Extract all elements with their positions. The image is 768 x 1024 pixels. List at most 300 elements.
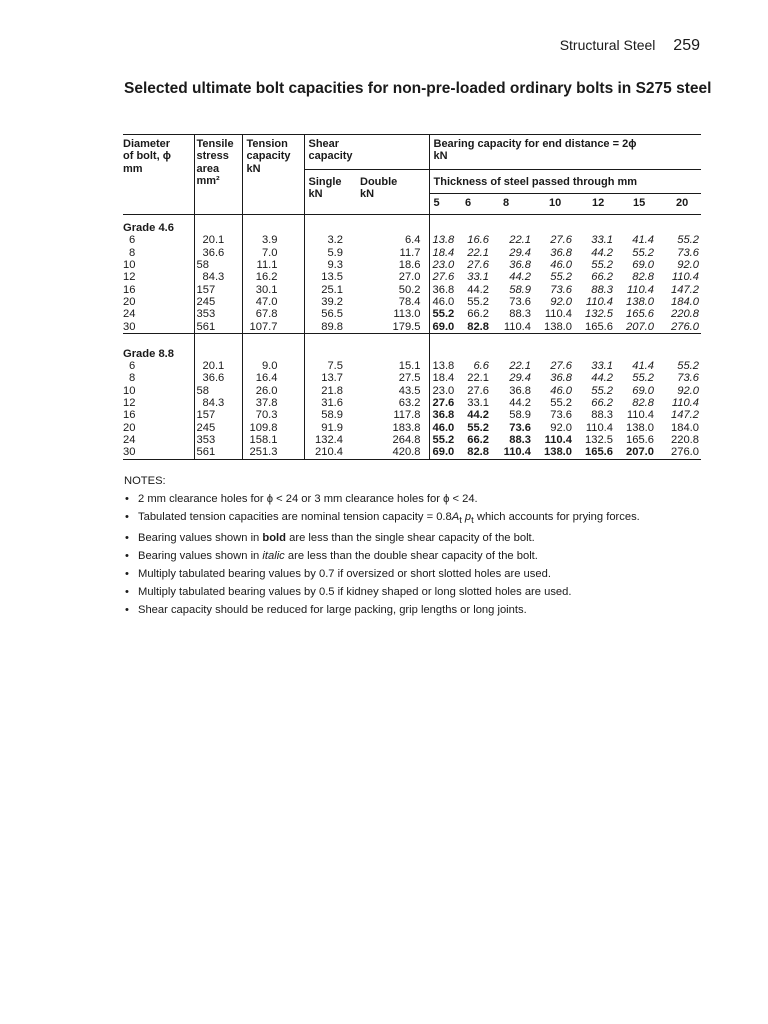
tensile-area-cell: 36.6 — [194, 372, 242, 384]
bearing-capacity-cell: 55.2 — [550, 397, 572, 410]
tension-capacity-cell: 70.3 — [242, 409, 304, 421]
empty-cell — [617, 333, 658, 341]
bearing-capacity-cell: 88.3 — [509, 433, 531, 446]
tension-capacity-cell: 30.1 — [242, 284, 304, 296]
table-row — [123, 234, 701, 246]
diameter-cell: 8 — [129, 372, 136, 385]
single-shear-cell: 39.2 — [304, 296, 354, 308]
thickness-12: 12 — [592, 196, 605, 209]
single-shear-cell: 7.5 — [304, 360, 354, 372]
bearing-capacity-cell: 69.0 — [429, 446, 459, 459]
bearing-capacity-cell: 18.4 — [429, 247, 459, 259]
bearing-capacity-cell: 55.2 — [429, 308, 459, 320]
tensile-area-cell: 58 — [194, 259, 242, 271]
bearing-capacity-cell: 33.1 — [591, 360, 613, 373]
bearing-capacity-cell: 55.2 — [591, 384, 613, 397]
italic-word: italic — [262, 550, 285, 563]
diameter-header — [123, 135, 194, 215]
table-row — [123, 247, 701, 259]
bearing-capacity-cell: 110.4 — [493, 321, 535, 334]
bearing-capacity-cell: 147.2 — [671, 283, 699, 296]
single-shear-cell: 25.1 — [304, 284, 354, 296]
tension-capacity-cell: 26.0 — [242, 385, 304, 397]
bearing-capacity-cell: 55.2 — [467, 421, 489, 434]
bearing-capacity-cell: 88.3 — [591, 283, 613, 296]
tensile-header-line: mm² — [196, 174, 220, 187]
double-header-line: kN — [360, 187, 375, 200]
note-shear-reduction: • Shear capacity should be reduced for large packing, grip lengths or long joints. — [124, 601, 724, 619]
double-shear-cell: 183.8 — [392, 421, 421, 434]
double-shear-cell: 264.8 — [392, 433, 421, 446]
empty-cell — [493, 215, 535, 234]
bearing-capacity-cell: 69.0 — [429, 321, 459, 334]
diameter-cell: 6 — [129, 360, 136, 373]
bearing-capacity-cell: 33.1 — [467, 397, 489, 410]
empty-cell — [576, 333, 617, 341]
bearing-capacity-cell: 22.1 — [509, 234, 531, 247]
tensile-header-line: Tensile — [196, 138, 234, 150]
bearing-capacity-cell: 22.1 — [467, 246, 489, 259]
double-shear-cell: 117.8 — [393, 409, 421, 422]
tension-header-line: capacity — [246, 150, 291, 163]
bearing-capacity-cell: 82.8 — [632, 397, 654, 410]
table-row — [123, 308, 701, 320]
empty-cell — [459, 341, 493, 360]
bearing-capacity-cell: 110.4 — [585, 295, 613, 308]
bolt-capacity-table-wrapper — [123, 134, 701, 460]
bearing-capacity-cell: 55.2 — [677, 360, 699, 373]
diameter-cell: 24 — [123, 308, 136, 321]
note-oversized-holes: • Multiply tabulated bearing values by 0.7 if oversized or short slotted holes are used. — [124, 565, 724, 583]
bearing-capacity-cell: 44.2 — [509, 271, 531, 284]
double-shear-cell: 6.4 — [404, 234, 421, 247]
bearing-capacity-cell: 110.4 — [544, 308, 572, 321]
tension-capacity-cell: 109.8 — [242, 422, 304, 434]
bearing-capacity-cell: 110.4 — [544, 433, 572, 446]
single-header-line: Single — [308, 175, 342, 188]
empty-cell — [354, 333, 429, 341]
bearing-capacity-cell: 207.0 — [617, 321, 658, 334]
empty-cell — [658, 215, 701, 234]
bearing-capacity-cell: 44.2 — [591, 246, 613, 259]
double-shear-cell: 63.2 — [398, 397, 421, 410]
tensile-area-cell: 245 — [194, 422, 242, 434]
bearing-capacity-cell: 220.8 — [671, 308, 699, 321]
empty-cell — [429, 333, 459, 341]
diameter-header-line: mm — [123, 162, 143, 175]
thickness-10: 10 — [549, 196, 562, 209]
tensile-area-cell: 84.3 — [194, 397, 242, 409]
grade-heading-row — [123, 215, 701, 234]
double-shear-cell: 179.5 — [354, 321, 429, 334]
empty-cell — [304, 333, 354, 341]
bearing-capacity-cell: 27.6 — [429, 271, 459, 283]
empty-cell — [194, 333, 242, 341]
tension-capacity-cell: 47.0 — [242, 296, 304, 308]
double-shear-header — [354, 169, 429, 215]
grade-label: Grade 8.8 — [123, 347, 174, 360]
bearing-capacity-cell: 82.8 — [632, 271, 654, 284]
tensile-area-cell: 245 — [194, 296, 242, 308]
tensile-header-line: area — [196, 162, 220, 175]
bearing-header-line: Bearing capacity for end distance = 2ϕ — [433, 138, 637, 150]
bearing-capacity-cell: 44.2 — [467, 283, 489, 296]
bearing-capacity-cell: 147.2 — [671, 409, 699, 422]
section-title: Structural Steel — [559, 37, 656, 53]
bearing-capacity-cell: 6.6 — [473, 360, 489, 373]
tensile-area-cell: 353 — [194, 308, 242, 320]
table-row — [123, 446, 701, 459]
grade-label: Grade 4.6 — [123, 222, 174, 235]
bearing-capacity-cell: 92.0 — [677, 384, 699, 397]
bearing-capacity-cell: 132.5 — [585, 308, 613, 321]
bearing-capacity-cell: 27.6 — [467, 384, 489, 397]
note-text: < 24. — [449, 493, 478, 505]
double-shear-cell: 18.6 — [398, 259, 421, 272]
phi-symbol: ϕ — [266, 493, 273, 505]
tensile-area-cell: 20.1 — [194, 234, 242, 246]
tensile-area-cell: 157 — [194, 284, 242, 296]
bearing-capacity-cell: 110.4 — [585, 421, 613, 434]
bearing-capacity-cell: 88.3 — [509, 308, 531, 321]
single-shear-cell: 89.8 — [304, 321, 354, 334]
empty-cell — [658, 333, 701, 341]
thickness-6: 6 — [465, 196, 472, 209]
bearing-capacity-cell: 73.6 — [677, 246, 699, 259]
bearing-capacity-cell: 165.6 — [626, 308, 654, 321]
table-body — [123, 215, 701, 459]
bearing-capacity-cell: 36.8 — [550, 246, 572, 259]
bearing-capacity-cell: 23.0 — [429, 259, 459, 271]
bearing-capacity-cell: 82.8 — [459, 321, 493, 334]
note-text: are less than the double shear capacity of the bolt. — [284, 550, 538, 563]
tension-capacity-cell: 37.8 — [242, 397, 304, 409]
double-header-line: Double — [360, 175, 398, 188]
bearing-capacity-cell: 110.4 — [671, 271, 699, 284]
table-row — [123, 409, 701, 421]
tension-capacity-cell: 3.9 — [242, 234, 304, 246]
tensile-area-cell: 36.6 — [194, 247, 242, 259]
table-row — [123, 271, 701, 283]
bearing-header-line: kN — [433, 150, 448, 163]
bearing-capacity-cell: 165.6 — [626, 433, 654, 446]
single-shear-cell: 132.4 — [304, 434, 354, 446]
diameter-cell: 6 — [129, 234, 136, 247]
diameter-cell: 30 — [123, 446, 194, 459]
bearing-capacity-cell: 22.1 — [509, 360, 531, 373]
diameter-cell: 12 — [123, 271, 136, 284]
bearing-capacity-cell: 92.0 — [677, 259, 699, 272]
empty-cell — [459, 215, 493, 234]
running-header — [560, 37, 700, 55]
note-text: Tabulated tension capacities are nominal tension capacity = 0.8 — [138, 511, 452, 523]
bearing-capacity-cell: 46.0 — [550, 259, 572, 272]
empty-cell — [194, 215, 242, 234]
notes-list — [124, 490, 724, 619]
phi-symbol: ϕ — [443, 493, 450, 505]
bearing-capacity-cell: 55.2 — [429, 434, 459, 446]
bearing-capacity-cell: 110.4 — [626, 283, 654, 296]
double-shear-cell: 113.0 — [393, 308, 421, 321]
single-shear-cell: 91.9 — [304, 422, 354, 434]
table-row — [123, 259, 701, 271]
bearing-capacity-cell: 29.4 — [509, 372, 531, 385]
table-row — [123, 296, 701, 308]
note-slotted-holes: • Multiply tabulated bearing values by 0.5 if kidney shaped or long slotted holes are used. — [124, 583, 724, 601]
empty-cell — [617, 215, 658, 234]
diameter-header-line: Diameter — [123, 138, 171, 150]
single-shear-header — [304, 169, 354, 215]
diameter-cell: 12 — [123, 397, 136, 410]
tension-capacity-cell: 67.8 — [242, 308, 304, 320]
bold-word: bold — [262, 532, 287, 545]
bearing-capacity-cell: 207.0 — [617, 446, 658, 459]
table-head — [123, 135, 701, 216]
bearing-capacity-cell: 55.2 — [467, 295, 489, 308]
shear-capacity-header — [304, 135, 429, 169]
bearing-capacity-cell: 73.6 — [550, 283, 572, 296]
bearing-capacity-cell: 138.0 — [626, 421, 654, 434]
bearing-capacity-cell: 88.3 — [591, 409, 613, 422]
empty-cell — [576, 215, 617, 234]
table-row — [123, 372, 701, 384]
empty-cell — [242, 341, 304, 360]
bearing-capacity-cell: 55.2 — [550, 271, 572, 284]
bearing-capacity-cell: 69.0 — [632, 259, 654, 272]
bolt-capacity-table — [123, 134, 701, 460]
bearing-capacity-cell: 55.2 — [677, 234, 699, 247]
empty-cell — [429, 215, 459, 234]
bearing-capacity-cell: 138.0 — [535, 446, 576, 459]
subscript-t: t — [471, 515, 474, 526]
bearing-capacity-cell: 44.2 — [509, 397, 531, 410]
tension-capacity-cell: 158.1 — [242, 434, 304, 446]
bearing-capacity-cell: 27.6 — [550, 234, 572, 247]
table-row — [123, 321, 701, 334]
thickness-5: 5 — [429, 193, 459, 214]
grade-heading-row — [123, 341, 701, 360]
note-text: < 24 or 3 mm clearance holes for — [273, 493, 444, 505]
single-shear-cell: 5.9 — [304, 247, 354, 259]
bearing-capacity-cell: 92.0 — [550, 295, 572, 308]
empty-cell — [354, 215, 429, 234]
bearing-capacity-cell: 73.6 — [509, 295, 531, 308]
double-shear-cell: 27.5 — [398, 372, 421, 385]
table-row — [123, 360, 701, 372]
bearing-capacity-cell: 36.8 — [429, 284, 459, 296]
page-number: 259 — [673, 37, 700, 54]
symbol-p: p — [461, 511, 472, 523]
bearing-capacity-cell: 55.2 — [591, 259, 613, 272]
thickness-header: Thickness of steel passed through mm — [429, 169, 701, 193]
table-row — [123, 284, 701, 296]
bearing-capacity-cell: 46.0 — [429, 296, 459, 308]
bearing-capacity-cell: 66.2 — [467, 433, 489, 446]
note-italic-values — [124, 547, 724, 565]
bearing-capacity-cell: 27.6 — [550, 360, 572, 373]
tensile-area-header — [194, 135, 242, 215]
empty-cell — [354, 341, 429, 360]
bearing-capacity-cell: 58.9 — [509, 409, 531, 422]
diameter-cell: 20 — [123, 295, 136, 308]
bearing-capacity-cell: 36.8 — [550, 372, 572, 385]
tension-capacity-cell: 251.3 — [242, 446, 304, 459]
spacer-row — [123, 333, 701, 341]
double-shear-cell: 15.1 — [398, 360, 421, 373]
diameter-cell: 30 — [123, 321, 194, 334]
diameter-cell: 24 — [123, 433, 136, 446]
bearing-capacity-cell: 110.4 — [493, 446, 535, 459]
bearing-capacity-cell: 132.5 — [585, 433, 613, 446]
bearing-capacity-cell: 73.6 — [677, 372, 699, 385]
empty-cell — [304, 341, 354, 360]
bearing-capacity-cell: 138.0 — [626, 295, 654, 308]
note-clearance-holes — [124, 490, 724, 508]
bearing-capacity-cell: 138.0 — [535, 321, 576, 334]
empty-cell — [658, 341, 701, 360]
tension-capacity-cell: 16.2 — [242, 271, 304, 283]
single-shear-cell: 56.5 — [304, 308, 354, 320]
double-shear-cell: 11.7 — [399, 246, 421, 259]
bearing-capacity-cell: 184.0 — [671, 295, 699, 308]
notes-heading: NOTES: — [124, 475, 166, 487]
bearing-capacity-cell: 92.0 — [550, 421, 572, 434]
tension-capacity-cell: 7.0 — [242, 247, 304, 259]
tensile-area-cell: 58 — [194, 385, 242, 397]
diameter-cell: 10 — [123, 259, 136, 272]
table-row — [123, 434, 701, 446]
tensile-area-cell: 157 — [194, 409, 242, 421]
bearing-capacity-cell: 46.0 — [550, 384, 572, 397]
single-shear-cell: 13.5 — [304, 271, 354, 283]
bearing-capacity-cell: 23.0 — [429, 385, 459, 397]
table-row — [123, 397, 701, 409]
bearing-capacity-cell: 82.8 — [459, 446, 493, 459]
table-row — [123, 385, 701, 397]
empty-cell — [493, 341, 535, 360]
empty-cell — [194, 341, 242, 360]
thickness-20: 20 — [676, 196, 689, 209]
tensile-area-cell: 561 — [194, 321, 242, 334]
table-title: Selected ultimate bolt capacities for non-pre-loaded ordinary bolts in S275 steel — [124, 80, 712, 97]
bearing-capacity-header — [429, 135, 701, 169]
bearing-capacity-cell: 18.4 — [429, 372, 459, 384]
bearing-capacity-cell: 58.9 — [509, 283, 531, 296]
bearing-capacity-cell: 36.8 — [509, 259, 531, 272]
single-shear-cell: 58.9 — [304, 409, 354, 421]
bearing-capacity-cell: 110.4 — [671, 397, 699, 410]
single-shear-cell: 210.4 — [304, 446, 354, 459]
tensile-header-line: stress — [196, 150, 229, 163]
symbol-A: A — [451, 511, 460, 523]
single-shear-cell: 9.3 — [304, 259, 354, 271]
bearing-capacity-cell: 16.6 — [467, 234, 489, 247]
diameter-header-line: of bolt, ϕ — [123, 150, 171, 163]
diameter-cell: 20 — [123, 421, 136, 434]
bearing-capacity-cell: 29.4 — [509, 246, 531, 259]
single-header-line: kN — [308, 187, 323, 200]
bearing-capacity-cell: 220.8 — [671, 433, 699, 446]
header-row — [123, 135, 701, 169]
bearing-capacity-cell: 13.8 — [429, 234, 459, 246]
empty-cell — [535, 341, 576, 360]
tension-capacity-header — [242, 135, 304, 215]
tension-header-line: Tension — [246, 138, 288, 150]
empty-cell — [493, 333, 535, 341]
tensile-area-cell: 20.1 — [194, 360, 242, 372]
bearing-capacity-cell: 73.6 — [550, 409, 572, 422]
double-shear-cell: 43.5 — [398, 384, 421, 397]
bearing-capacity-cell: 73.6 — [509, 421, 531, 434]
tensile-area-cell: 353 — [194, 434, 242, 446]
note-text: are less than the single shear capacity of the bolt. — [286, 532, 535, 545]
tension-capacity-cell: 9.0 — [242, 360, 304, 372]
bearing-capacity-cell: 66.2 — [467, 308, 489, 321]
bearing-capacity-cell: 33.1 — [467, 271, 489, 284]
bearing-capacity-cell: 44.2 — [467, 409, 489, 422]
notes-section — [124, 472, 724, 619]
tensile-area-cell: 561 — [194, 446, 242, 459]
bearing-capacity-cell: 276.0 — [658, 446, 701, 459]
bearing-capacity-cell: 165.6 — [576, 321, 617, 334]
subscript-t: t — [459, 515, 462, 526]
bearing-capacity-cell: 55.2 — [632, 246, 654, 259]
bearing-capacity-cell: 276.0 — [658, 321, 701, 334]
tension-header-line: kN — [246, 162, 261, 175]
bearing-capacity-cell: 27.6 — [467, 259, 489, 272]
single-shear-cell: 13.7 — [304, 372, 354, 384]
double-shear-cell: 420.8 — [354, 446, 429, 459]
empty-cell — [459, 333, 493, 341]
shear-header-line: capacity — [308, 150, 353, 163]
tension-capacity-cell: 11.1 — [242, 259, 304, 271]
tensile-area-cell: 84.3 — [194, 271, 242, 283]
double-shear-cell: 50.2 — [398, 283, 421, 296]
double-shear-cell: 78.4 — [398, 295, 421, 308]
bearing-capacity-cell: 69.0 — [632, 384, 654, 397]
tension-capacity-cell: 16.4 — [242, 372, 304, 384]
bearing-capacity-cell: 36.8 — [429, 409, 459, 421]
table-row — [123, 422, 701, 434]
bearing-capacity-cell: 44.2 — [591, 372, 613, 385]
diameter-cell: 8 — [129, 246, 136, 259]
empty-cell — [535, 333, 576, 341]
bearing-capacity-cell: 33.1 — [591, 234, 613, 247]
diameter-cell: 16 — [123, 409, 136, 422]
empty-cell — [304, 215, 354, 234]
empty-cell — [242, 215, 304, 234]
note-text: Bearing values shown in — [138, 532, 263, 545]
empty-cell — [576, 341, 617, 360]
empty-cell — [617, 341, 658, 360]
diameter-cell: 16 — [123, 283, 136, 296]
double-shear-cell: 27.0 — [398, 271, 421, 284]
empty-cell — [242, 333, 304, 341]
bearing-capacity-cell: 41.4 — [632, 234, 654, 247]
bearing-capacity-cell: 184.0 — [671, 421, 699, 434]
bearing-capacity-cell: 110.4 — [626, 409, 654, 422]
bearing-capacity-cell: 22.1 — [467, 372, 489, 385]
bearing-capacity-cell: 165.6 — [576, 446, 617, 459]
bearing-capacity-cell: 27.6 — [429, 397, 459, 409]
tension-capacity-cell: 107.7 — [242, 321, 304, 334]
bearing-capacity-cell: 55.2 — [632, 372, 654, 385]
empty-cell — [429, 341, 459, 360]
bearing-capacity-cell: 46.0 — [429, 422, 459, 434]
bearing-capacity-cell: 66.2 — [591, 271, 613, 284]
thickness-15: 15 — [633, 196, 646, 209]
empty-cell — [535, 215, 576, 234]
